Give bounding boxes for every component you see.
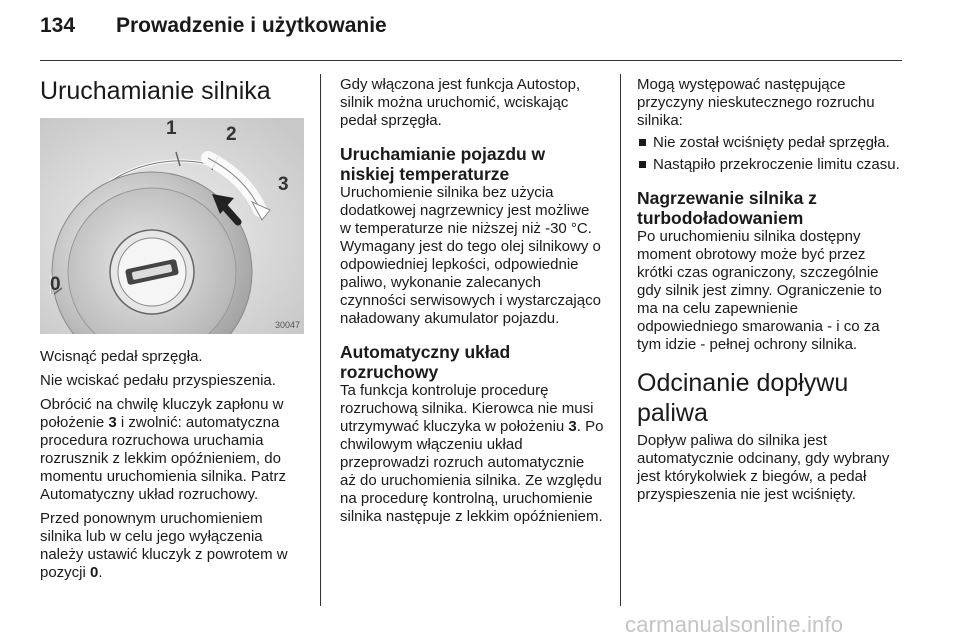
figure-label-3: 3 bbox=[278, 174, 289, 195]
figure-code: 30047 bbox=[274, 320, 300, 330]
figure-label-2: 2 bbox=[226, 124, 237, 145]
paragraph-cold-start: Uruchomienie silnika bez użycia dodatkowej nagrzewnicy jest możliwe w temperaturze nie niższej niż -30 °C. Wymagany jest do tego olej silnikowy o odpowiedniej lepkości, odpowiednie paliwo, wykonanie zalecanych czynności serwisowych i wystarczająco naładowany akumulator pojazdu. bbox=[340, 184, 601, 327]
subheading-turbo-warmup: Nagrzewanie silnika z turbodoładowaniem bbox=[637, 188, 817, 228]
subheading-auto-start: Automatyczny układ rozruchowy bbox=[340, 342, 511, 382]
bullet-icon bbox=[639, 139, 646, 146]
header-rule bbox=[40, 60, 902, 61]
bullet-list bbox=[637, 134, 903, 174]
running-title: Prowadzenie i użytkowanie bbox=[116, 14, 387, 37]
figure-label-0: 0 bbox=[50, 274, 61, 295]
column-3 bbox=[637, 76, 903, 504]
paragraph-restart bbox=[40, 510, 304, 582]
text-run: Przed ponownym uruchomieniem silnika lub w celu jego wyłączenia należy ustawić kluczyk z powrotem w pozycji bbox=[40, 510, 288, 581]
subheading-cold-start: Uruchamianie pojazdu w niskiej temperaturze bbox=[340, 144, 546, 184]
position-ref: 0 bbox=[90, 564, 99, 581]
watermark: carmanualsonline.info bbox=[625, 612, 844, 637]
paragraph: Nie wciskać pedału przyspieszenia. bbox=[40, 372, 276, 389]
paragraph-ignition bbox=[40, 396, 304, 504]
list-item-text: Nastąpiło przekroczenie limitu czasu. bbox=[653, 156, 900, 173]
paragraph-auto-start bbox=[340, 382, 604, 526]
paragraph-autostop: Gdy włączona jest funkcja Autostop, silnik można uruchomić, wciskając pedał sprzęgła. bbox=[340, 76, 581, 129]
column-divider bbox=[320, 74, 321, 606]
text-run: Ta funkcja kontroluje procedurę rozruchową silnika. Kierowca nie musi utrzymywać kluczyka w położeniu bbox=[340, 382, 594, 435]
page-header bbox=[40, 14, 900, 46]
text-run: i zwolnić: automatyczna procedura rozruchowa uruchamia rozrusznik z lekkim opóźnieniem, do momentu uruchomienia silnika. Patrz Automatyczny układ rozruchowy. bbox=[40, 414, 286, 503]
figure-label-1: 1 bbox=[166, 118, 177, 139]
position-ref: 3 bbox=[108, 414, 117, 431]
list-item bbox=[637, 156, 903, 174]
paragraph-turbo-warmup: Po uruchomieniu silnika dostępny moment obrotowy może być przez krótki czas ograniczony, szczególnie gdy silnik jest zimny. Ograniczenie to ma na celu zapewnienie odpowiedniego smarowania - i co za tym idzie - pełnej ochrony silnika. bbox=[637, 228, 882, 353]
section-heading-fuel-cutoff: Odcinanie dopływu paliwa bbox=[637, 369, 849, 427]
paragraph-failure-causes: Mogą występować następujące przyczyny nieskutecznego rozruchu silnika: bbox=[637, 76, 875, 129]
paragraph-fuel-cutoff: Dopływ paliwa do silnika jest automatycznie odcinany, gdy wybrany jest którykolwiek z biegów, a pedał przyspieszenia nie jest wciśnięty. bbox=[637, 432, 890, 503]
column-divider bbox=[620, 74, 621, 606]
text-run: Obrócić na chwilę kluczyk zapłonu w położenie bbox=[40, 396, 284, 431]
column-2 bbox=[340, 76, 604, 526]
column-1 bbox=[40, 76, 304, 582]
text-run: . bbox=[98, 564, 103, 581]
text-run: . Po chwilowym włączeniu układ przeprowadzi rozruch automatycznie aż do uruchomienia silnika. Ze względu na procedurę kontrolną, uruchomienie silnika następuje z lekkim opóźnieniem. bbox=[340, 418, 604, 525]
paragraph: Wcisnąć pedał sprzęgła. bbox=[40, 348, 203, 365]
bullet-icon bbox=[639, 161, 646, 168]
list-item bbox=[637, 134, 903, 152]
ignition-switch-figure bbox=[40, 118, 304, 334]
ignition-switch-illustration bbox=[40, 118, 304, 334]
position-ref: 3 bbox=[568, 418, 577, 435]
list-item-text: Nie został wciśnięty pedał sprzęgła. bbox=[653, 134, 890, 151]
section-heading-engine-start: Uruchamianie silnika bbox=[40, 77, 271, 105]
page-number: 134 bbox=[40, 14, 76, 37]
